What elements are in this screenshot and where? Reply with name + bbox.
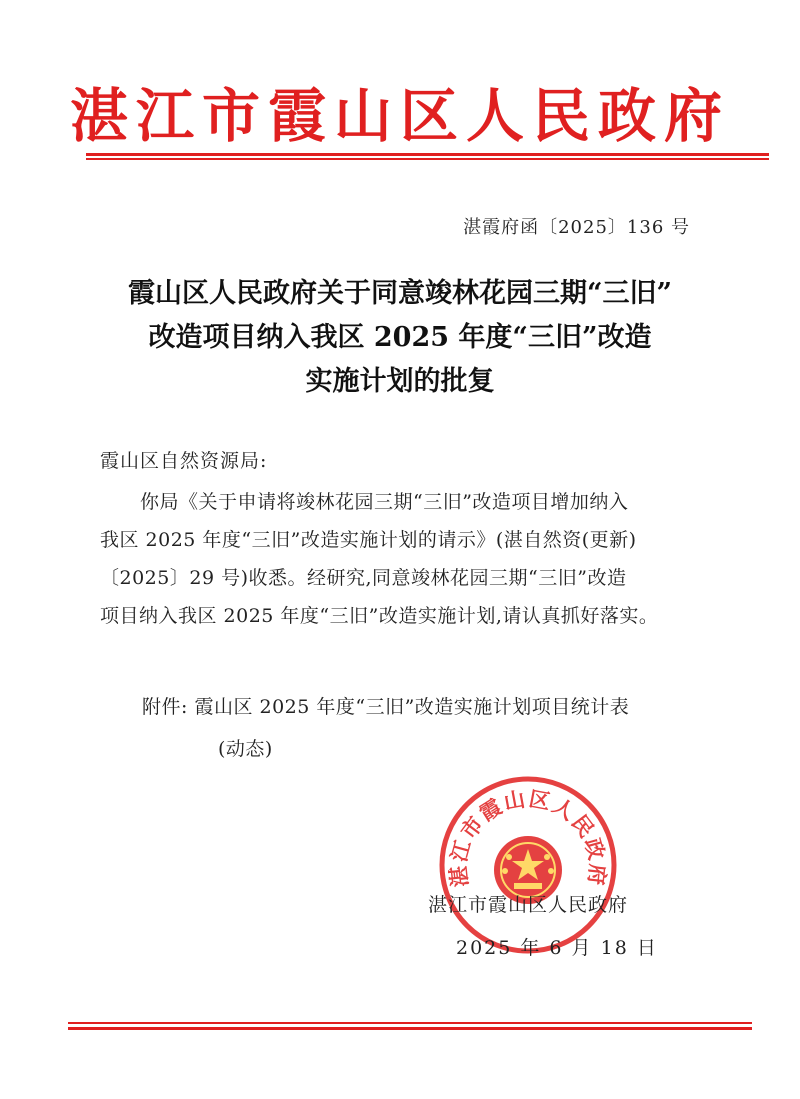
footer-rule-thin <box>68 1022 752 1024</box>
footer-rule-thick <box>68 1027 752 1030</box>
document-number: 湛霞府函〔2025〕136 号 <box>463 217 690 238</box>
attachment-line: (动态) <box>218 738 273 760</box>
header-rule-thick <box>86 153 769 156</box>
body-line: 你局《关于申请将竣林花园三期“三旧”改造项目增加纳入 <box>140 491 629 513</box>
attachment-line: 附件: 霞山区 2025 年度“三旧”改造实施计划项目统计表 <box>142 696 630 718</box>
body-line: 我区 2025 年度“三旧”改造实施计划的请示》(湛自然资(更新) <box>100 529 637 551</box>
official-seal <box>438 775 618 955</box>
issuer-title: 湛江市霞山区人民政府 <box>69 82 730 150</box>
title-line: 改造项目纳入我区 2025 年度“三旧”改造 <box>148 322 652 353</box>
salutation: 霞山区自然资源局: <box>100 450 268 472</box>
body-paragraph <box>100 483 730 635</box>
title-line: 霞山区人民政府关于同意竣林花园三期“三旧” <box>127 278 673 309</box>
body-line: 项目纳入我区 2025 年度“三旧”改造实施计划,请认真抓好落实。 <box>100 605 659 627</box>
signature-issuer: 湛江市霞山区人民政府 <box>428 894 629 916</box>
document-title <box>60 272 740 404</box>
issue-date: 2025 年 6 月 18 日 <box>456 937 658 959</box>
attachment-note <box>142 686 629 770</box>
header-rule-thin <box>86 158 769 160</box>
title-line: 实施计划的批复 <box>305 366 495 397</box>
seal-text: 湛江市霞山区人民政府 <box>445 785 611 889</box>
body-line: 〔2025〕29 号)收悉。经研究,同意竣林花园三期“三旧”改造 <box>100 567 627 589</box>
